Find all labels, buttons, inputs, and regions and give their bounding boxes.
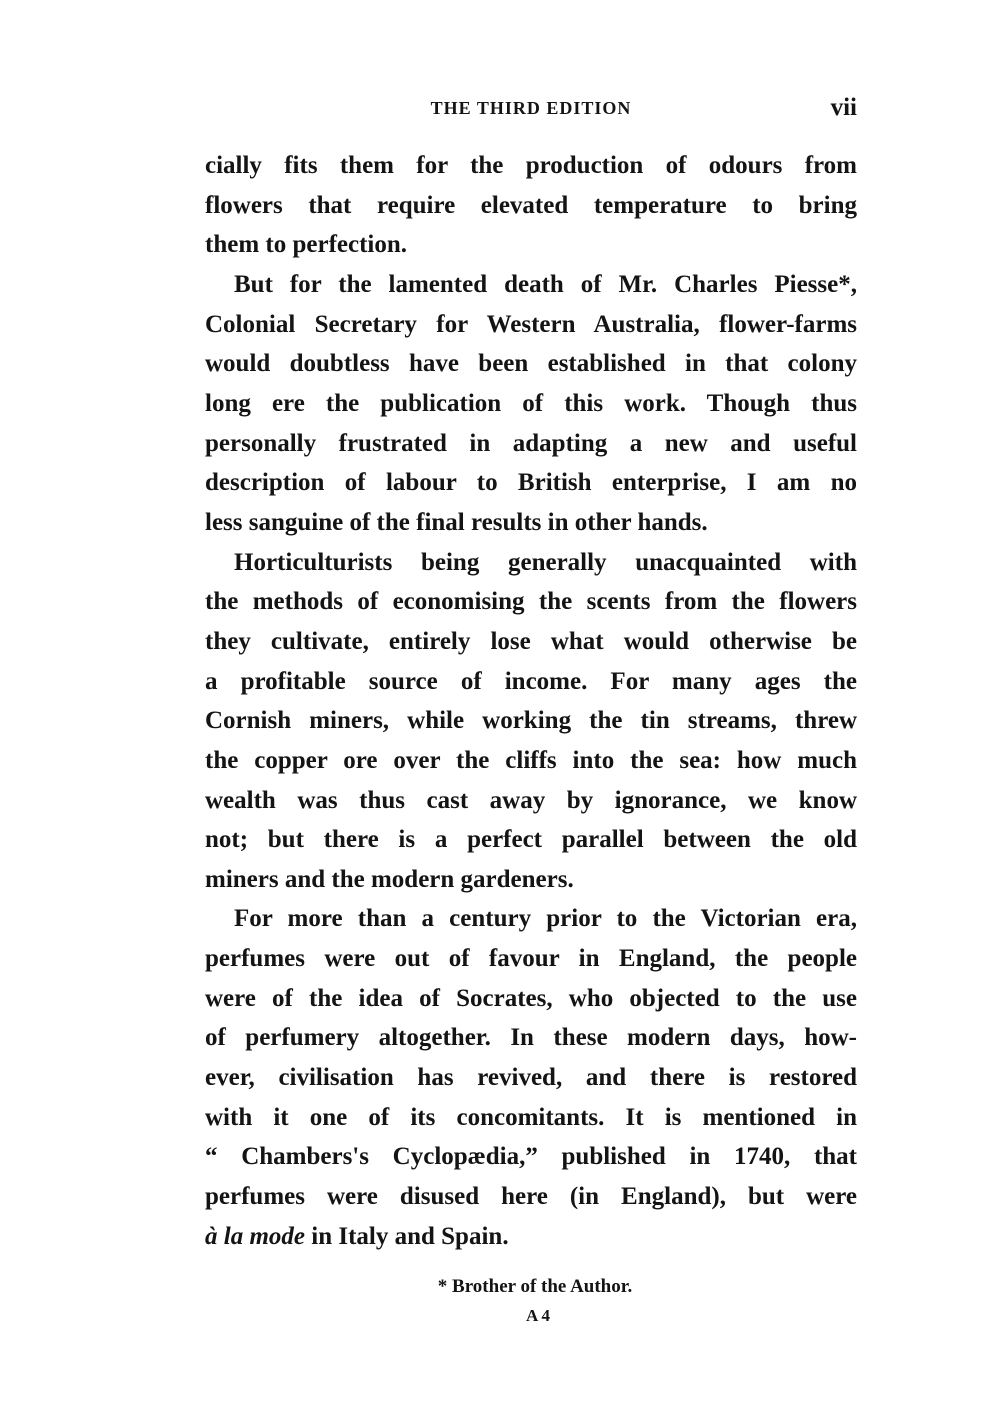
text-line: of perfumery altogether. In these modern days, how-	[205, 1024, 857, 1052]
signature-mark: A 4	[525, 1306, 551, 1325]
text-line: not; but there is a perfect parallel between the old	[205, 826, 857, 854]
italic-phrase: à la mode	[205, 1222, 305, 1250]
text-line: perfumes were disused here (in England), but were	[205, 1183, 857, 1211]
text-line: miners and the modern gardeners.	[205, 865, 574, 893]
paragraph	[205, 146, 857, 265]
text-line: would doubtless have been established in that colony	[205, 350, 857, 378]
text-line: them to perfection.	[205, 231, 408, 259]
text-line: “ Chambers's Cyclopædia,” published in 1740, that	[205, 1143, 857, 1171]
text-line: less sanguine of the final results in other hands.	[205, 508, 708, 536]
text-line: ever, civilisation has revived, and there is restored	[205, 1064, 857, 1092]
text-line: cially fits them for the production of odours from	[205, 152, 857, 179]
running-title: THE THIRD EDITION	[430, 98, 632, 118]
text-line: the copper ore over the cliffs into the sea: how much	[205, 746, 857, 774]
text-line: Cornish miners, while working the tin streams, threw	[205, 707, 857, 735]
text-line: description of labour to British enterprise, I am no	[205, 469, 857, 497]
text-line: the methods of economising the scents from the flowers	[205, 588, 857, 616]
text-line: For more than a century prior to the Victorian era,	[234, 905, 857, 933]
text-line: personally frustrated in adapting a new and useful	[205, 429, 857, 457]
text-line	[205, 1217, 857, 1257]
paragraph	[205, 899, 857, 1256]
page-number: vii	[830, 94, 857, 121]
text-line: perfumes were out of favour in England, the people	[205, 945, 857, 973]
paragraph	[205, 543, 857, 900]
text-span: in Italy and Spain.	[305, 1222, 509, 1250]
text-line: Colonial Secretary for Western Australia, flower-farms	[205, 310, 857, 338]
text-line: But for the lamented death of Mr. Charles Piesse*,	[234, 270, 857, 298]
text-line: a profitable source of income. For many ages the	[205, 667, 857, 695]
text-line: were of the idea of Socrates, who objected to the use	[205, 984, 857, 1012]
paragraph	[205, 265, 857, 543]
footnote: * Brother of the Author.	[437, 1276, 633, 1297]
page-header	[205, 94, 857, 124]
text-line: wealth was thus cast away by ignorance, we know	[205, 786, 857, 814]
text-line: flowers that require elevated temperature to bring	[205, 191, 857, 219]
text-line: Horticulturists being generally unacquainted with	[234, 548, 857, 576]
text-line: with it one of its concomitants. It is mentioned in	[205, 1103, 857, 1131]
text-line: they cultivate, entirely lose what would otherwise be	[205, 627, 857, 655]
body-text	[205, 146, 857, 1256]
text-line: long ere the publication of this work. Though thus	[205, 389, 857, 417]
